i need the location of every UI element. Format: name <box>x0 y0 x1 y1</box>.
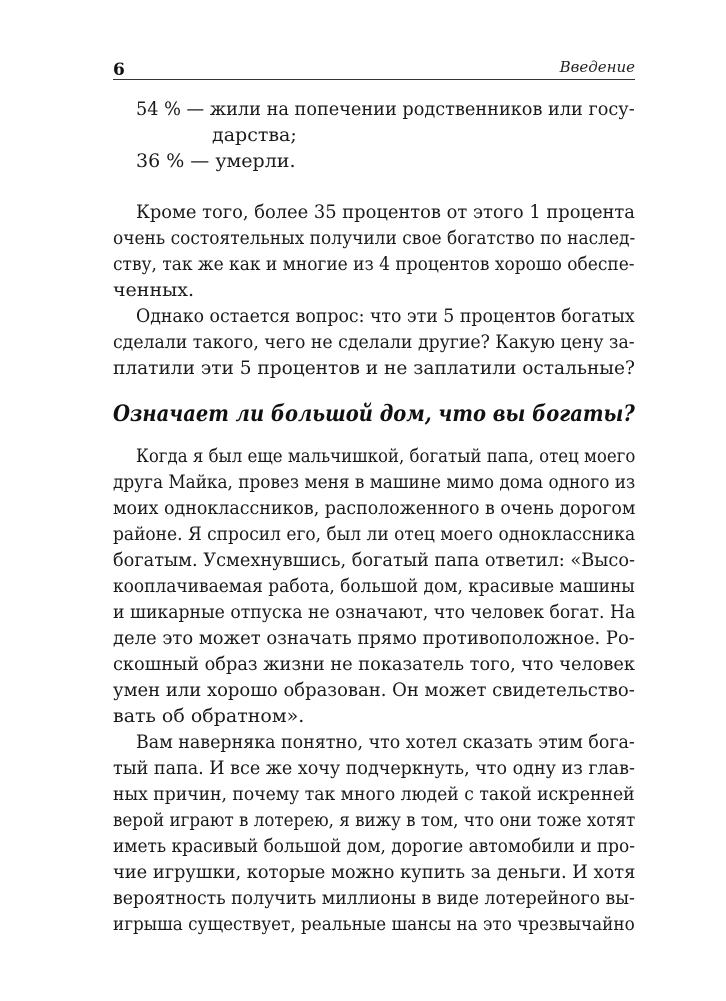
paragraph-line: вероятность получить миллионы в виде лотерейного вы- <box>113 887 635 909</box>
running-chapter-title: Введение <box>559 58 635 76</box>
list-item-line: дарства; <box>212 124 297 146</box>
paragraph-line: верой играют в лотерею, я вижу в том, что они тоже хотят <box>113 809 636 831</box>
paragraph-line: иметь красивый большой дом, дорогие автомобили и про- <box>113 835 635 857</box>
paragraph-line: платили эти 5 процентов и не заплатили остальные? <box>113 357 635 379</box>
paragraph-line: Однако остается вопрос: что эти 5 процентов богатых <box>136 305 635 327</box>
paragraph-line: очень состоятельных получили свое богатство по наслед- <box>113 227 636 249</box>
paragraph-line: Вам наверняка понятно, что хотел сказать этим бога- <box>136 731 635 753</box>
paragraph-line: районе. Я спросил его, был ли отец моего одноклассника <box>113 523 636 545</box>
paragraph-line: ству, так же как и многие из 4 процентов хорошо обеспе- <box>113 253 635 275</box>
paragraph-line: и шикарные отпуска не означают, что человек богат. На <box>113 601 636 623</box>
list-item-line: 54 % — жили на попечении родственников или госу- <box>136 98 635 120</box>
paragraph-line: деле это может означать прямо противоположное. Ро- <box>113 627 635 649</box>
paragraph-line: ных причин, почему так много людей с такой искренней <box>113 783 635 805</box>
page-number: 6 <box>113 60 125 80</box>
paragraph-line: игрыша существует, реальные шансы на это чрезвычайно <box>113 913 635 935</box>
paragraph-line: богатым. Усмехнувшись, богатый папа ответил: «Высо- <box>113 549 635 571</box>
paragraph-line: умен или хорошо образован. Он может свидетельство- <box>113 679 635 701</box>
paragraph-line: скошный образ жизни не показатель того, что человек <box>113 653 636 675</box>
paragraph-line: вать об обратном». <box>113 705 305 727</box>
page-header <box>113 54 635 80</box>
paragraph-line: Кроме того, более 35 процентов от этого 1 процента <box>136 201 635 223</box>
section-heading: Означает ли большой дом, что вы богаты? <box>113 401 635 427</box>
paragraph-line: кооплачиваемая работа, большой дом, красивые машины <box>113 575 635 597</box>
paragraph-line: Когда я был еще мальчишкой, богатый папа, отец моего <box>136 445 636 467</box>
paragraph-line: моих одноклассников, расположенного в очень дорогом <box>113 497 636 519</box>
paragraph-line: тый папа. И все же хочу подчеркнуть, что одну из глав- <box>113 757 635 779</box>
paragraph-line: сделали такого, чего не сделали другие? Какую цену за- <box>113 331 635 353</box>
header-rule <box>113 79 635 80</box>
paragraph-line: друга Майка, провез меня в машине мимо дома одного из <box>113 471 636 493</box>
list-item-line: 36 % — умерли. <box>136 150 296 172</box>
paragraph-line: ченных. <box>113 279 195 301</box>
paragraph-line: чие игрушки, которые можно купить за деньги. И хотя <box>113 861 636 883</box>
